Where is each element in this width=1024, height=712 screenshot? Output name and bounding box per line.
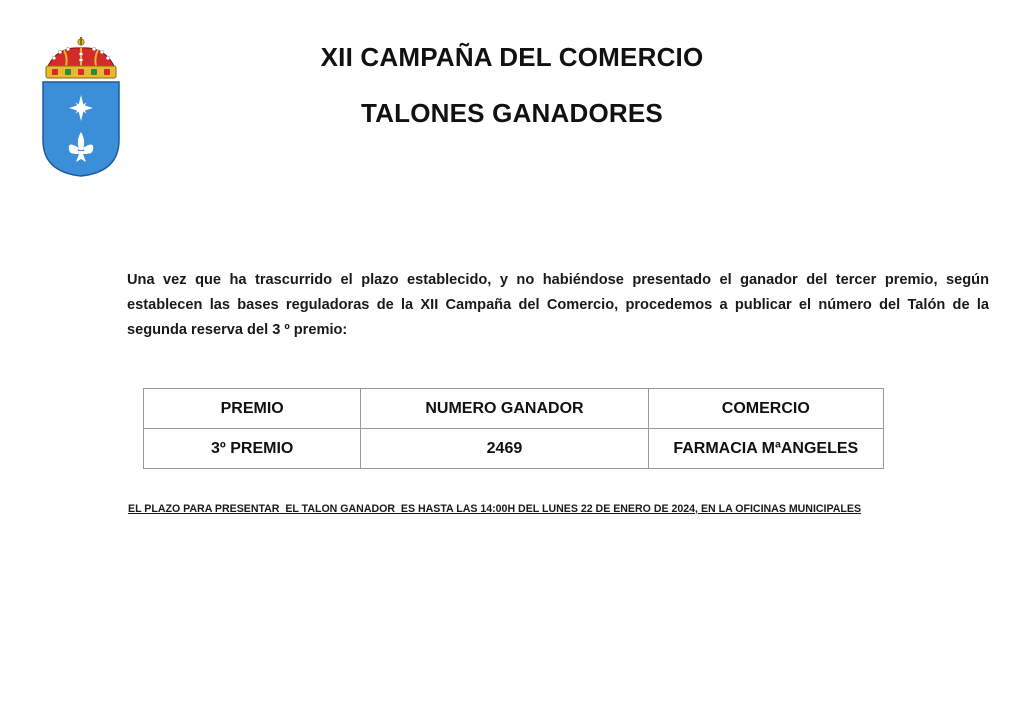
column-header-premio: PREMIO <box>144 389 361 429</box>
column-header-numero-ganador: NUMERO GANADOR <box>361 389 648 429</box>
intro-paragraph: Una vez que ha trascurrido el plazo establecido, y no habiéndose presentado el ganador del tercer premio, según establecen las bases reguladoras de la XII Campaña del Comercio, procedemos a publicar el número del Talón de la segunda reserva del 3 º premio: <box>127 272 989 338</box>
cell-premio: 3º PREMIO <box>144 429 361 469</box>
table-header-row <box>144 389 884 429</box>
cell-comercio: FARMACIA MªANGELES <box>648 429 883 469</box>
page-subtitle: TALONES GANADORES <box>361 98 663 128</box>
deadline-notice: EL PLAZO PARA PRESENTAR EL TALON GANADOR ES HASTA LAS 14:00H DEL LUNES 22 DE ENERO DE 2024, EN LA OFICINAS MUNICIPALES <box>128 503 862 515</box>
table-row <box>144 429 884 469</box>
winners-table <box>143 388 884 469</box>
page-title: XII CAMPAÑA DEL COMERCIO <box>320 42 704 72</box>
column-header-comercio: COMERCIO <box>648 389 883 429</box>
cell-numero-ganador: 2469 <box>361 429 648 469</box>
